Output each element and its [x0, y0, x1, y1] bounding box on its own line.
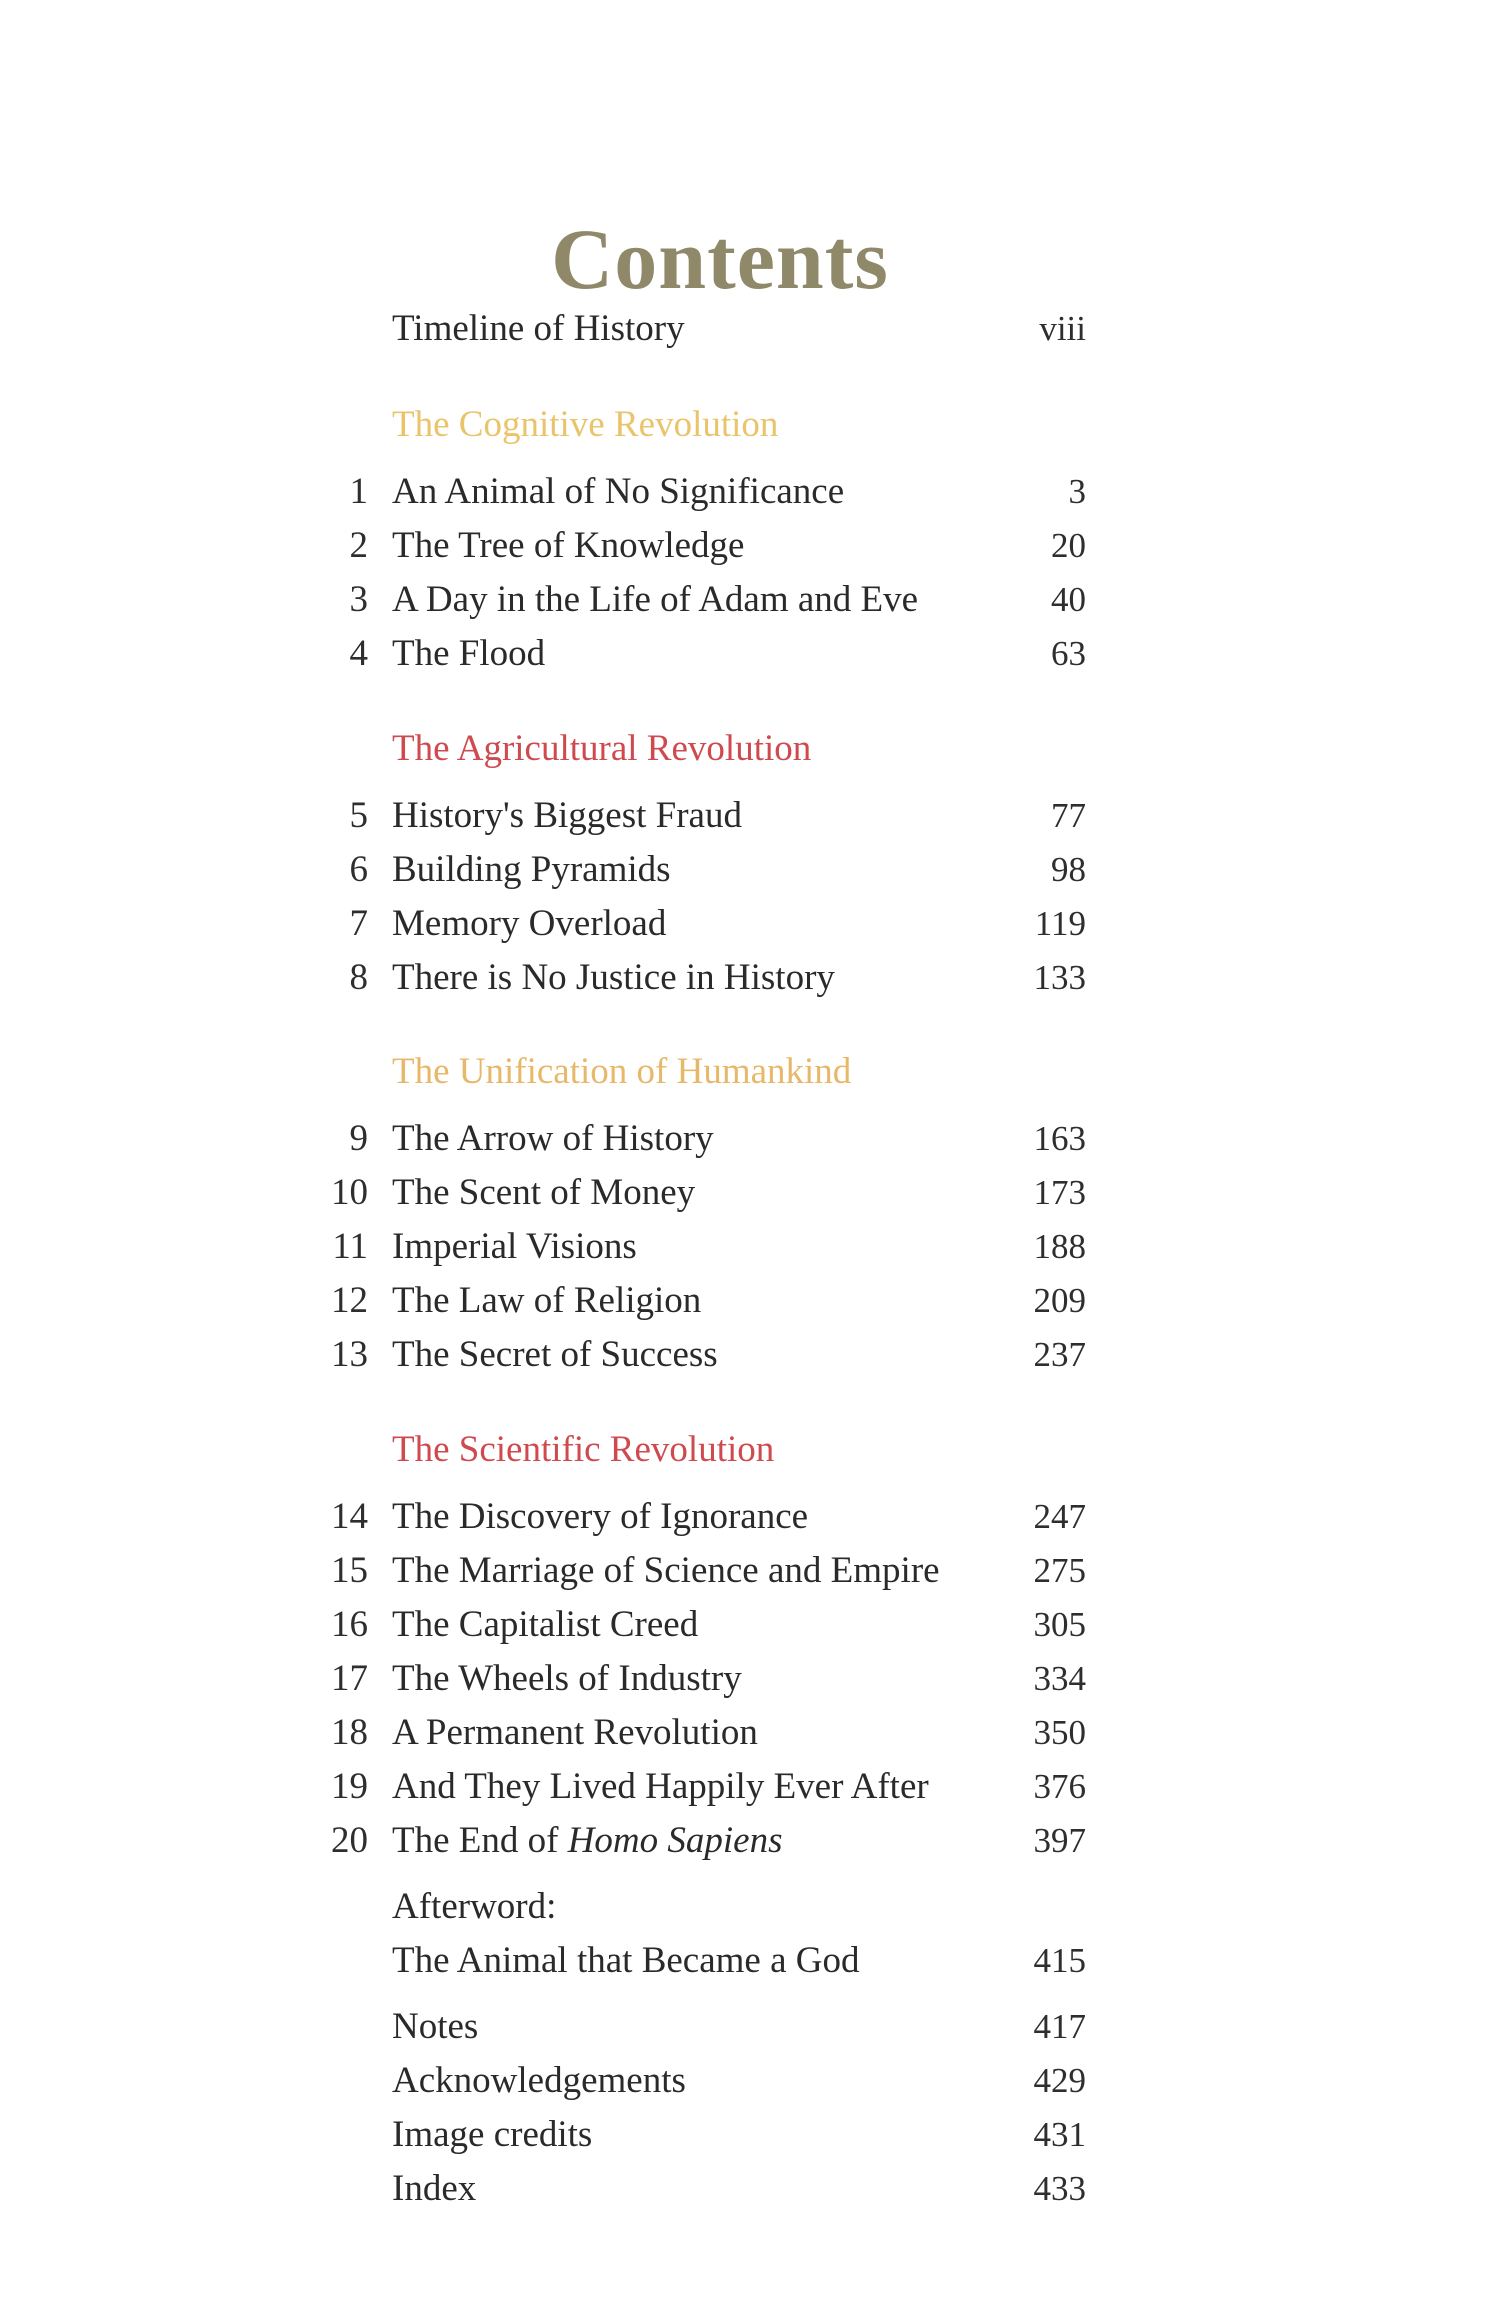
- chapter-title: The Wheels of Industry: [392, 1658, 742, 1699]
- chapter-number: 6: [349, 849, 368, 890]
- chapter-page: 334: [1033, 1659, 1086, 1698]
- entry-title: Image credits: [392, 2114, 593, 2155]
- chapter-number: 13: [331, 1334, 368, 1375]
- chapter-page: 98: [1051, 850, 1086, 889]
- chapter-number: 3: [349, 579, 368, 620]
- chapter-title: The Marriage of Science and Empire: [392, 1550, 940, 1591]
- chapter-number: 11: [332, 1226, 368, 1267]
- afterword-title: The Animal that Became a God: [392, 1940, 860, 1981]
- chapter-title-italic: Homo Sapiens: [567, 1820, 783, 1861]
- entry-title: Index: [392, 2168, 477, 2209]
- chapter-title-prefix: The End of: [392, 1820, 568, 1861]
- chapter-title: A Day in the Life of Adam and Eve: [392, 579, 919, 620]
- chapter-title: The Capitalist Creed: [392, 1604, 699, 1645]
- page-title: Contents: [551, 210, 889, 307]
- chapter-number: 1: [349, 471, 368, 512]
- chapter-page: 209: [1033, 1281, 1086, 1320]
- chapter-number: 17: [331, 1658, 368, 1699]
- chapter-page: 350: [1033, 1713, 1086, 1752]
- chapter-number: 7: [349, 903, 368, 944]
- chapter-title: The Arrow of History: [392, 1118, 714, 1159]
- chapter-page: 163: [1033, 1119, 1086, 1158]
- chapter-number: 16: [331, 1604, 368, 1645]
- chapter-number: 19: [331, 1766, 368, 1807]
- chapter-page: 275: [1033, 1551, 1086, 1590]
- part-title: The Cognitive Revolution: [392, 404, 779, 445]
- entry-page: 429: [1033, 2061, 1086, 2100]
- chapter-number: 9: [349, 1118, 368, 1159]
- chapter-title: There is No Justice in History: [392, 957, 835, 998]
- entry-title: Timeline of History: [392, 308, 685, 349]
- chapter-title: An Animal of No Significance: [392, 471, 845, 512]
- chapter-page: 173: [1033, 1173, 1086, 1212]
- chapter-title: The Law of Religion: [392, 1280, 702, 1321]
- chapter-page: 188: [1033, 1227, 1086, 1266]
- chapter-page: 376: [1033, 1767, 1086, 1806]
- chapter-page: 247: [1033, 1497, 1086, 1536]
- entry-page: 431: [1033, 2115, 1086, 2154]
- chapter-title: The Secret of Success: [392, 1334, 718, 1375]
- chapter-title: Memory Overload: [392, 903, 667, 944]
- chapter-page: 3: [1068, 472, 1086, 511]
- entry-title: Acknowledgements: [392, 2060, 686, 2101]
- chapter-number: 5: [349, 795, 368, 836]
- chapter-title: And They Lived Happily Ever After: [392, 1766, 929, 1807]
- chapter-page: 40: [1051, 580, 1086, 619]
- part-title: The Agricultural Revolution: [392, 728, 812, 769]
- chapter-title: Building Pyramids: [392, 849, 671, 890]
- chapter-title: [392, 1814, 783, 1868]
- chapter-number: 14: [331, 1496, 368, 1537]
- afterword-label: Afterword:: [392, 1886, 557, 1927]
- chapter-title: The Tree of Knowledge: [392, 525, 745, 566]
- chapter-number: 18: [331, 1712, 368, 1753]
- chapter-page: 305: [1033, 1605, 1086, 1644]
- chapter-page: 133: [1033, 958, 1086, 997]
- chapter-number: 12: [331, 1280, 368, 1321]
- entry-page: 417: [1033, 2007, 1086, 2046]
- chapter-title: The Scent of Money: [392, 1172, 696, 1213]
- chapter-page: 20: [1051, 526, 1086, 565]
- entry-title: Notes: [392, 2006, 479, 2047]
- entry-page: 433: [1033, 2169, 1086, 2208]
- part-title: The Unification of Humankind: [392, 1051, 852, 1092]
- chapter-title: History's Biggest Fraud: [392, 795, 742, 836]
- chapter-page: 119: [1034, 904, 1086, 943]
- entry-page: viii: [1039, 309, 1086, 348]
- chapter-title: Imperial Visions: [392, 1226, 637, 1267]
- chapter-page: 77: [1051, 796, 1086, 835]
- part-title: The Scientific Revolution: [392, 1429, 775, 1470]
- chapter-number: 8: [349, 957, 368, 998]
- chapter-number: 4: [349, 633, 368, 674]
- afterword-page: 415: [1033, 1941, 1086, 1980]
- chapter-number: 15: [331, 1550, 368, 1591]
- chapter-title: The Discovery of Ignorance: [392, 1496, 809, 1537]
- chapter-title: A Permanent Revolution: [392, 1712, 758, 1753]
- chapter-number: 2: [349, 525, 368, 566]
- chapter-title: The Flood: [392, 633, 546, 674]
- chapter-page: 397: [1033, 1821, 1086, 1860]
- chapter-number: 20: [331, 1820, 368, 1861]
- chapter-page: 63: [1051, 634, 1086, 673]
- chapter-page: 237: [1033, 1335, 1086, 1374]
- chapter-number: 10: [331, 1172, 368, 1213]
